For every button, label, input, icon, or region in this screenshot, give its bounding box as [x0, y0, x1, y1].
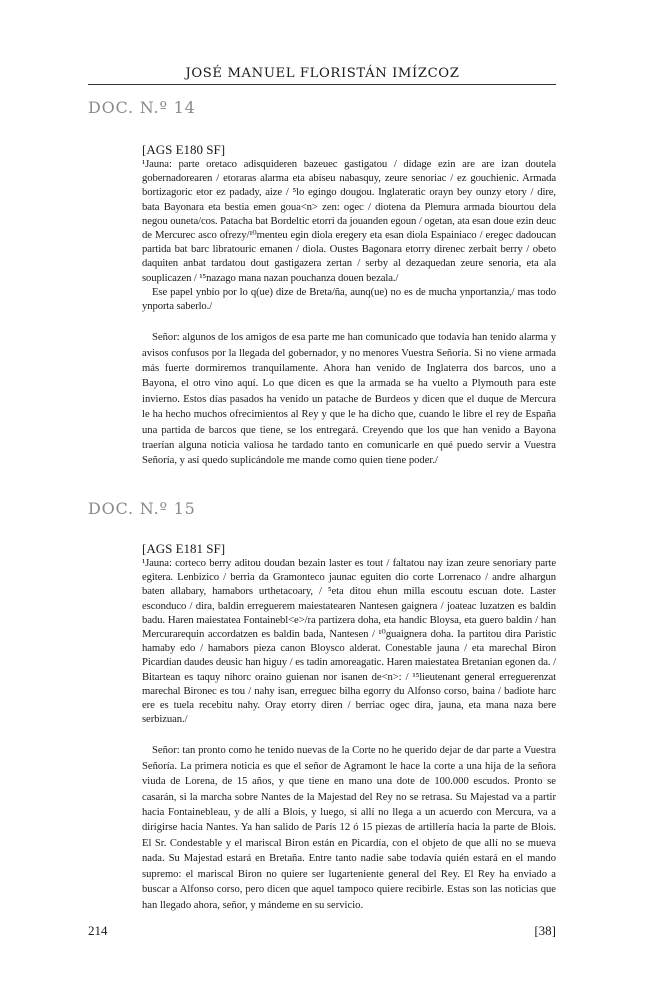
doc-14-translation: Señor: algunos de los amigos de esa parte me han comunicado que todavía han tenido alarma y avisos confusos por la llegada del gobernador, y no menores Vuestra Señoría. Si no viene armada más fuerte dormiremos tranquilamente. Ahora han venido de Inglaterra dos barcos, uno a Bayona, el otro vino aquí. Lo que dicen es que la armada se ha vuelto a Plymouth para este invierno. Estos días pasados ha venido un patache de Burdeos y dicen que el duque de Mercura le ha hecho muchos ofrecimientos al Rey y que le ha dicho que, cuando le libre el rey de España una partida de barcos que tiene, se los entregará. Creyendo que los que han venido a Bayona traerían alguna noticia valiosa he tardado tanto en comunicarle en qué puedo servir a Vuestra Señoría, y así quedo suplicándole me mande como quien tiene poder./: [142, 332, 556, 467]
page-number: 214: [88, 923, 108, 938]
doc-15-heading: DOC. N.º 15: [88, 499, 196, 518]
doc-15-basque-text: ¹Jauna: corteco berry aditou doudan bezain laster es tout / faltatou nay izan zeure senoriary parte egitera. Lenbizico / berria da Gramonteco jaunac eguiten dio corte Lorrenaco / andre alhargun baten allabary, hamabors urthetacoary, / ⁵eta ditou ehun milla escoutu escuan dote. Laster esconduco / dira, baldin erreguerem maiestatearen Nantesen gaignera / joateac luzatzen es baldin badu. Haren maiestatea Fontainebl<e>/ra partizera doha, eta handic Bloysa, eta guero baldin / han Mercurarequin accordatzen es baldin bada, Nantesen / ¹⁰guaignera doha. Ia partitou dira Paristic hamaby edo / hamabors pieza canon Bloysco alderat. Conestable jauna / eta marechal Biron Picardian daudes deusic han higuy / es tadin amoreagatic. Haren maiestatea Bretanian egonen da. / Bitartean es taquy nihorc oraino guienan nor isanen de<n>: / ¹⁵lieutenant general erreguerenzat marechal Bironec es tou / nahy isan, erreguec bilha egorry du Alfonso corso, baina / badiote harc ere es tuela recebitu nahy. Oray etorry diren / berriac ogec dira, jauna, eta mana naza bere serbizuan./: [142, 557, 556, 726]
doc-14-source: [AGS E180 SF]: [142, 142, 226, 157]
doc-15-translation: Señor: tan pronto como he tenido nuevas de la Corte no he querido dejar de dar parte a Vuestra Señoría. La primera noticia es que el señor de Agramont le hace la corte a una hija de la señora viuda de Lorena, de 15 años, y que tiene en mano una dote de 100.000 escudos. Pronto se casarán, si la marcha sobre Nantes de la Majestad del Rey no se retrasa. Su Majestad va a partir hacia Fontainebleau, y de allí a Blois, y luego, si allí no llega a un acuerdo con Mercura, va a dirigirse hacia Nantes. Ya han salido de París 12 ó 15 piezas de artillería hacia la parte de Blois. El Sr. Condestable y el mariscal Biron están en Picardía, con el objeto de que allí no se mueva nada. Su Majestad estará en Bretaña. Entre tanto nadie sabe todavía quién estará en el mando supremo: el mariscal Biron no quiere ser lugarteniente general del Rey. El Rey ha enviado a buscar a Alfonso corso, pero dicen que aquel tampoco quiere recibirle. Estas son las noticias que han llegado ahora, señor, y mándeme en su servicio.: [142, 745, 556, 911]
doc-15-body: [142, 541, 556, 913]
doc-14-body: [142, 142, 556, 469]
doc-14-spanish-note: Ese papel ynbío por lo q(ue) dize de Breta/ña, aunq(ue) no es de mucha ynportanzia,/ mas todo ynporta saberlo./: [142, 285, 556, 313]
running-head: JOSÉ MANUEL FLORISTÁN IMÍZCOZ: [185, 66, 460, 81]
page-index-bracket: [38]: [534, 923, 556, 938]
doc-14-heading: DOC. N.º 14: [88, 98, 196, 117]
doc-14-basque-text: ¹Jauna: parte oretaco adisquideren bazeuec gastigatou / didage ezin are are izan doutela gobernadorearen / etoraras alarma eta abiseu nabasquy, zeure senoriac / ez gouchienic. Armada bortizagoric etor ez padady, aize / ⁵lo egingo dougou. Inglateratic orayn bey ounzy etory / dire, bata Bayonara eta bestia emen goua<n> zen: ogec / diotena da Plemura armada biourtou dela negou ouneta/cos. Patacha bat Bordeltic etorri da jouanden egoun / ogetan, ata esan doue ezin deuc de Mercurec asco ofrezy/¹⁰menteu egin diola eregery eta esan diola Espainiaco / eregec dadoucan partida bat barc libratouric emanen / diola. Oustes Bagonara etorry direnec zerbait berry / obeto daquiten anbat tardatou dout gastigazera zertan / serby al dezaquedan zeure senoria, eta ala souplicazen / ¹⁵nazago mana nazan pouchanza douen bezala./: [142, 158, 556, 284]
doc-15-source: [AGS E181 SF]: [142, 541, 226, 556]
header-rule: [88, 84, 556, 85]
